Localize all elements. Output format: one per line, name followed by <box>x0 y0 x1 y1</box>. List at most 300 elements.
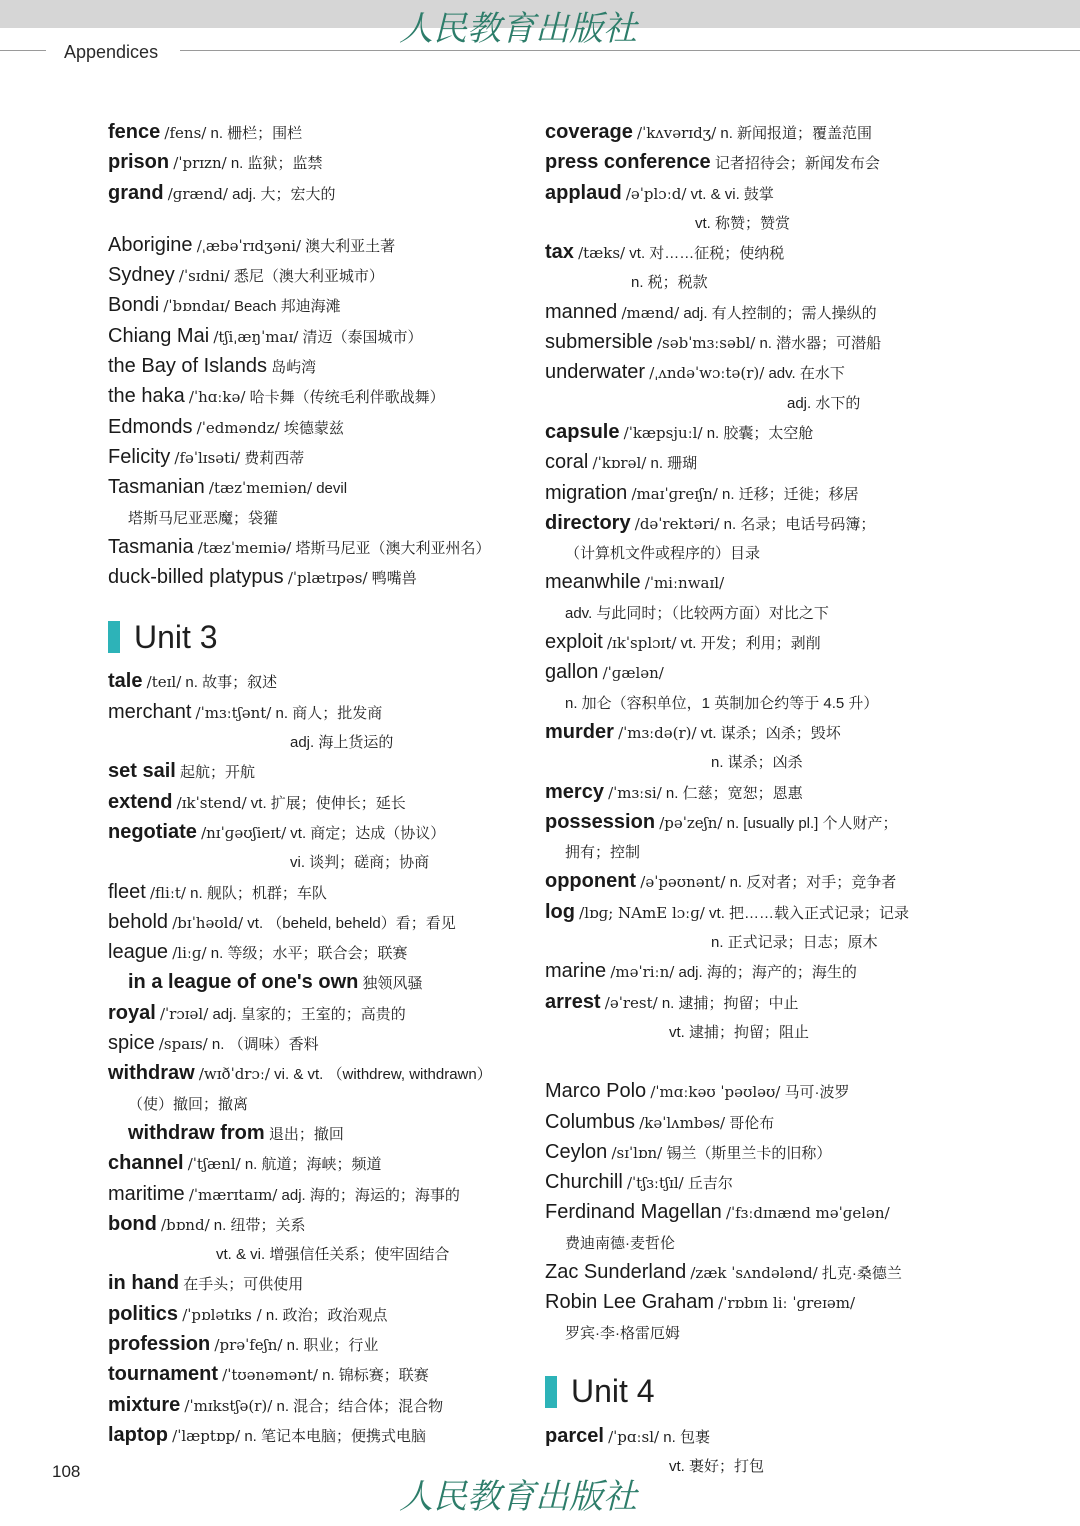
headword: Zac Sunderland <box>545 1260 687 1283</box>
headword: grand <box>108 181 164 204</box>
phonetic: /prəˈfeʃn/ <box>214 1335 283 1354</box>
definition: 独领风骚 <box>362 975 423 993</box>
definition: n. 等级；水平；联合会；联赛 <box>210 945 408 963</box>
headword: parcel <box>545 1424 604 1447</box>
definition: n. 商人；批发商 <box>275 704 383 722</box>
headword: set sail <box>108 760 176 783</box>
phonetic: /ˈtʃænl/ <box>187 1155 241 1174</box>
definition: adj. 皇家的；王室的；高贵的 <box>212 1005 406 1023</box>
phonetic: /dəˈrektəri/ <box>634 514 720 533</box>
glossary-entry <box>545 808 985 838</box>
phonetic: /ˈmɑːkəʊ ˈpəʊləʊ/ <box>650 1083 781 1102</box>
definition: vt. & vi. 鼓掌 <box>690 185 774 203</box>
definition: vt. 逮捕；拘留；阻止 <box>669 1023 810 1041</box>
definition: vt. 开发；利用；剥削 <box>680 635 821 653</box>
headword: behold <box>108 910 169 933</box>
definition: 退出；撤回 <box>268 1125 344 1143</box>
glossary-entry <box>545 209 985 238</box>
glossary-entry <box>545 778 985 808</box>
glossary-entry <box>545 1422 985 1452</box>
phonetic: /ˈmɪkstʃə(r)/ <box>184 1396 273 1415</box>
definition: n. 珊瑚 <box>650 455 698 473</box>
glossary-entry <box>545 1229 985 1258</box>
definition: n. 故事；叙述 <box>185 674 278 692</box>
glossary-entry <box>545 1108 985 1138</box>
unit-title-text: Unit 3 <box>134 618 218 655</box>
headword: press conference <box>545 151 711 174</box>
phonetic: /ˈmɜːsi/ <box>608 783 662 802</box>
headword: Edmonds <box>108 415 193 438</box>
glossary-entry <box>545 179 985 209</box>
phonetic: /səbˈmɜːsəbl/ <box>657 334 756 353</box>
definition: n. 加仑（容积单位，1 英制加仑约等于 4.5 升） <box>565 694 879 712</box>
definition: adj. 海的；海产的；海生的 <box>678 964 857 982</box>
definition: 鸭嘴兽 <box>371 570 417 588</box>
headword: Felicity <box>108 445 171 468</box>
definition: 岛屿湾 <box>271 359 317 377</box>
headword: profession <box>108 1332 211 1355</box>
definition: 在手头；可供使用 <box>183 1276 304 1294</box>
phonetic: /ɡrænd/ <box>167 184 228 203</box>
glossary-entry <box>108 413 528 443</box>
definition: 马可·波罗 <box>784 1084 850 1102</box>
definition: n. 迁移；迁徙；移居 <box>721 485 859 503</box>
definition: 费莉西蒂 <box>244 449 305 467</box>
definition: n. 笔记本电脑；便携式电脑 <box>244 1427 426 1445</box>
definition: n. 监狱；监禁 <box>230 155 323 173</box>
glossary-entry <box>545 1288 985 1318</box>
glossary-entry <box>108 938 528 968</box>
unit-marker-bar <box>545 1376 557 1408</box>
phonetic: /ɪkˈsplɔɪt/ <box>606 634 677 653</box>
publisher-logo-top <box>395 4 695 50</box>
glossary-entry <box>108 1210 528 1240</box>
phonetic: /zæk ˈsʌndələnd/ <box>690 1263 818 1282</box>
glossary-entry <box>545 298 985 328</box>
glossary-entry <box>108 352 528 382</box>
glossary-entry <box>108 382 528 412</box>
headword: prison <box>108 151 170 174</box>
unit-title-text: Unit 4 <box>571 1373 655 1410</box>
glossary-entry <box>108 1300 528 1330</box>
headword: spice <box>108 1032 155 1055</box>
headword: mercy <box>545 780 604 803</box>
definition: 埃德蒙兹 <box>283 419 344 437</box>
headword: submersible <box>545 331 653 354</box>
phonetic: /nɪˈɡəʊʃieɪt/ <box>201 823 287 842</box>
glossary-entry <box>108 179 528 209</box>
glossary-entry <box>108 1269 528 1299</box>
glossary-entry <box>545 268 985 297</box>
glossary-entry <box>545 328 985 358</box>
glossary-entry <box>108 1360 528 1390</box>
glossary-entry <box>108 878 528 908</box>
phonetic: /teɪl/ <box>146 673 182 692</box>
glossary-entry <box>545 539 985 568</box>
definition: 塔斯马尼亚（澳大利亚州名） <box>295 539 491 557</box>
phonetic: /wɪðˈdrɔː/ <box>198 1065 270 1084</box>
glossary-entry <box>108 1180 528 1210</box>
definition: 费迪南德·麦哲伦 <box>565 1234 675 1252</box>
definition: 记者招待会；新闻发布会 <box>714 155 880 173</box>
headword: tax <box>545 241 574 264</box>
definition: 扎克·桑德兰 <box>821 1264 902 1282</box>
definition: n. 逮捕；拘留；中止 <box>661 994 799 1012</box>
glossary-entry <box>545 1198 985 1228</box>
headword: possession <box>545 810 656 833</box>
definition: 悉尼（澳大利亚城市） <box>233 268 384 286</box>
glossary-entry <box>545 479 985 509</box>
headword: channel <box>108 1152 184 1175</box>
headword: the haka <box>108 385 185 408</box>
phonetic: /əˈrest/ <box>604 993 658 1012</box>
phonetic: /əˈpəʊnənt/ <box>640 873 726 892</box>
phonetic: /ˈbɒndaɪ/ <box>163 297 230 316</box>
headword: Ceylon <box>545 1140 608 1163</box>
phonetic: /ˈmærɪtaɪm/ <box>188 1185 278 1204</box>
definition: vt. 对……征税；使纳税 <box>629 245 785 263</box>
definition: vi. & vt. （withdrew, withdrawn） <box>274 1066 492 1084</box>
unit-heading <box>108 615 528 659</box>
glossary-entry <box>108 1330 528 1360</box>
definition: vt. & vi. 增强信任关系；使牢固结合 <box>216 1246 450 1264</box>
headword: Tasmania <box>108 535 194 558</box>
glossary-entry <box>108 757 528 787</box>
headword: withdraw from <box>128 1121 265 1144</box>
headword: the Bay of Islands <box>108 355 267 378</box>
glossary-entry <box>108 1240 528 1269</box>
headword: arrest <box>545 990 601 1013</box>
phonetic: /bɪˈhəʊld/ <box>172 913 244 932</box>
phonetic: /ˈmiːnwaɪl/ <box>644 574 725 593</box>
phonetic: /tʃiˌæŋˈmaɪ/ <box>213 327 299 346</box>
phonetic: /ˈkɒrəl/ <box>592 454 647 473</box>
phonetic: /sɪˈlɒn/ <box>611 1143 663 1162</box>
glossary-entry <box>108 118 528 148</box>
headword: migration <box>545 481 628 504</box>
headword: Robin Lee Graham <box>545 1291 714 1314</box>
definition: 锡兰（斯里兰卡的旧称） <box>666 1144 832 1162</box>
glossary-entry <box>545 1138 985 1168</box>
definition: 罗宾·李·格雷厄姆 <box>565 1324 680 1342</box>
definition: 哥伦布 <box>729 1114 775 1132</box>
phonetic: /ˈtʊənəmənt/ <box>222 1366 318 1385</box>
headword: politics <box>108 1302 179 1325</box>
section-label: Appendices <box>64 42 164 63</box>
glossary-entry <box>108 322 528 352</box>
headword: capsule <box>545 420 620 443</box>
glossary-entry <box>545 838 985 867</box>
definition: n. 航道；海峡；频道 <box>244 1156 382 1174</box>
glossary-entry <box>108 728 528 757</box>
phonetic: /məˈriːn/ <box>610 963 675 982</box>
glossary-entry <box>108 1029 528 1059</box>
glossary-entry <box>545 1168 985 1198</box>
glossary-entry <box>545 358 985 388</box>
definition: adj. 海上货运的 <box>290 734 394 752</box>
definition: vt. 商定；达成（协议） <box>290 824 446 842</box>
phonetic: /tæzˈmeɪniə/ <box>197 538 292 557</box>
definition: n. [usually pl.] 个人财产； <box>726 814 898 832</box>
definition: n. 反对者；对手；竞争者 <box>729 874 897 892</box>
glossary-entry <box>545 599 985 628</box>
publisher-text-top: 人民教育出版社 <box>399 9 637 49</box>
headword: meanwhile <box>545 571 641 594</box>
glossary-entry <box>108 908 528 938</box>
phonetic: /maɪˈɡreɪʃn/ <box>631 484 718 503</box>
glossary-entry <box>108 999 528 1029</box>
definition: n. 政治；政治观点 <box>265 1306 388 1324</box>
phonetic: /ˈɡælən/ <box>602 664 664 683</box>
definition: 澳大利亚土著 <box>305 237 396 255</box>
glossary-entry <box>545 748 985 777</box>
headword: underwater <box>545 361 646 384</box>
headword: Marco Polo <box>545 1080 647 1103</box>
definition: adj. 大；宏大的 <box>232 185 336 203</box>
headword: opponent <box>545 870 637 893</box>
header-rule-left <box>0 50 46 51</box>
headword: log <box>545 900 575 923</box>
glossary-entry <box>545 718 985 748</box>
definition: 哈卡舞（传统毛利伴歌战舞） <box>249 389 445 407</box>
phonetic: /tæks/ <box>578 244 626 263</box>
glossary-entry <box>108 473 528 503</box>
glossary-entry <box>545 238 985 268</box>
glossary-entry <box>545 928 985 957</box>
phonetic: /ˌæbəˈrɪdʒəni/ <box>196 236 301 255</box>
headword: exploit <box>545 631 603 654</box>
headword: Churchill <box>545 1171 623 1194</box>
headword: tournament <box>108 1363 218 1386</box>
headword: Chiang Mai <box>108 324 210 347</box>
definition: n. 胶囊；太空舱 <box>706 424 814 442</box>
definition: n. 税；税款 <box>631 274 708 292</box>
phonetic: /ˌʌndəˈwɔːtə(r)/ <box>649 364 765 383</box>
glossary-entry <box>545 689 985 718</box>
glossary-entry <box>108 968 528 998</box>
glossary-entry <box>108 848 528 877</box>
glossary-entry <box>545 509 985 539</box>
definition: n. 栅栏；围栏 <box>210 125 303 142</box>
phonetic: /ˈpɒlətɪks / <box>182 1305 262 1324</box>
headword: directory <box>545 511 631 534</box>
definition: n. 舰队；机群；车队 <box>190 884 327 902</box>
left-column <box>108 118 528 1451</box>
definition: vt. 裹好；打包 <box>669 1458 765 1476</box>
phonetic: /ˈprɪzn/ <box>173 154 227 173</box>
glossary-entry <box>545 1319 985 1348</box>
headword: Ferdinand Magellan <box>545 1201 722 1224</box>
definition: vi. 谈判；磋商；协商 <box>290 854 430 872</box>
phonetic: /ˈtʃɜːtʃɪl/ <box>626 1174 684 1193</box>
phonetic: /fens/ <box>164 124 207 142</box>
phonetic: /ˈmɜːtʃənt/ <box>195 703 272 722</box>
headword: withdraw <box>108 1062 195 1085</box>
glossary-entry <box>108 533 528 563</box>
glossary-entry <box>108 1421 528 1451</box>
unit-marker-bar <box>108 621 120 653</box>
phonetic: /fəˈlɪsəti/ <box>174 448 241 467</box>
definition: adj. 海的；海运的；海事的 <box>281 1186 460 1204</box>
glossary-entry <box>545 898 985 928</box>
glossary-entry <box>545 568 985 598</box>
phonetic: /ˈhɑːkə/ <box>188 388 246 407</box>
glossary-entry <box>545 628 985 658</box>
definition: n. 仁慈；宽恕；恩惠 <box>665 784 803 802</box>
glossary-entry <box>545 988 985 1018</box>
definition: adv. 与此同时；（比较两方面）对比之下 <box>565 604 829 622</box>
definition: n. 新闻报道；覆盖范围 <box>720 125 873 142</box>
glossary-entry <box>108 148 528 178</box>
glossary-entry <box>108 788 528 818</box>
definition: 塔斯马尼亚恶魔；袋獾 <box>128 509 279 527</box>
headword: royal <box>108 1001 156 1024</box>
glossary-entry <box>545 148 985 178</box>
definition: n. 职业；行业 <box>286 1336 379 1354</box>
headword: extend <box>108 790 173 813</box>
phonetic: /ˈsɪdni/ <box>178 267 230 286</box>
header-rule-right <box>180 50 1080 51</box>
phonetic: /ˈpɑːsl/ <box>608 1427 660 1446</box>
phonetic: /əˈplɔːd/ <box>625 184 687 203</box>
publisher-logo-bottom <box>395 1472 695 1518</box>
headword: manned <box>545 300 618 323</box>
glossary-entry <box>545 389 985 418</box>
headword: in a league of one's own <box>128 971 359 994</box>
glossary-entry <box>108 563 528 593</box>
definition: Beach 邦迪海滩 <box>233 298 341 316</box>
definition: n. （调味）香料 <box>211 1036 319 1054</box>
glossary-entry <box>108 1149 528 1179</box>
phonetic: /kəˈlʌmbəs/ <box>639 1113 726 1132</box>
glossary-entry <box>545 1018 985 1047</box>
glossary-entry <box>545 658 985 688</box>
phonetic: /ˈkʌvərɪdʒ/ <box>637 124 717 142</box>
headword: tale <box>108 670 143 693</box>
definition: n. 混合；结合体；混合物 <box>276 1397 444 1415</box>
phonetic: /ˈkæpsjuːl/ <box>623 423 703 442</box>
definition: vt. 称赞；赞赏 <box>695 214 791 232</box>
definition: adj. 水下的 <box>787 394 861 412</box>
definition: n. 包裹 <box>663 1428 710 1446</box>
glossary-entry <box>545 118 985 148</box>
glossary-entry <box>108 698 528 728</box>
definition: （使）撤回；撤离 <box>128 1095 249 1113</box>
headword: in hand <box>108 1272 180 1295</box>
headword: Bondi <box>108 294 160 317</box>
definition: adv. 在水下 <box>768 365 845 383</box>
definition: vt. （beheld, beheld）看；看见 <box>247 914 456 932</box>
glossary-entry <box>108 818 528 848</box>
definition: n. 纽带；关系 <box>213 1216 306 1234</box>
headword: Sydney <box>108 264 175 287</box>
phonetic: /ˈedməndz/ <box>196 418 280 437</box>
headword: negotiate <box>108 820 197 843</box>
headword: laptop <box>108 1423 168 1446</box>
unit-heading <box>545 1370 985 1414</box>
phonetic: /tæzˈmeɪniən/ <box>208 479 313 498</box>
definition: n. 名录；电话号码簿； <box>723 515 876 533</box>
definition: （计算机文件或程序的）目录 <box>565 545 761 563</box>
phonetic: /pəˈzeʃn/ <box>659 813 723 832</box>
phonetic: /spaɪs/ <box>158 1035 208 1054</box>
glossary-entry <box>108 1090 528 1119</box>
glossary-entry <box>108 231 528 261</box>
definition: 清迈（泰国城市） <box>302 328 423 346</box>
page-number: 108 <box>52 1462 81 1481</box>
phonetic: /ˈplætɪpəs/ <box>287 569 368 588</box>
headword: maritime <box>108 1182 185 1205</box>
headword: bond <box>108 1212 157 1235</box>
glossary-entry <box>545 418 985 448</box>
publisher-text-bottom: 人民教育出版社 <box>399 1477 637 1517</box>
glossary-entry <box>108 1059 528 1089</box>
headword: Aborigine <box>108 233 193 256</box>
headword: fence <box>108 121 161 143</box>
glossary-entry <box>545 1258 985 1288</box>
headword: coral <box>545 451 589 474</box>
definition: 丘吉尔 <box>687 1175 733 1193</box>
phonetic: /ˈlæptɒp/ <box>172 1426 241 1445</box>
headword: mixture <box>108 1393 181 1416</box>
definition: devil <box>316 480 348 498</box>
glossary-entry <box>108 261 528 291</box>
glossary-entry <box>545 1077 985 1107</box>
headword: Columbus <box>545 1110 636 1133</box>
phonetic: /liːɡ/ <box>172 944 207 963</box>
glossary-entry <box>108 504 528 533</box>
glossary-entry <box>108 667 528 697</box>
phonetic: /ˈrɒbɪn liː ˈɡreɪəm/ <box>718 1294 856 1313</box>
definition: vt. 谋杀；凶杀；毁坏 <box>700 724 841 742</box>
phonetic: /mænd/ <box>621 303 680 322</box>
phonetic: /lɒɡ; NAmE lɔːɡ/ <box>579 903 705 922</box>
phonetic: /ˈfɜːdɪnænd məˈɡelən/ <box>725 1204 890 1223</box>
headword: applaud <box>545 181 622 204</box>
headword: coverage <box>545 121 633 143</box>
headword: merchant <box>108 700 192 723</box>
right-column <box>545 118 985 1481</box>
glossary-entry <box>545 957 985 987</box>
phonetic: /fliːt/ <box>149 883 186 902</box>
glossary-entry <box>108 1119 528 1149</box>
definition: 拥有；控制 <box>565 844 641 862</box>
definition: n. 谋杀；凶杀 <box>711 754 803 772</box>
phonetic: /ɪkˈstend/ <box>176 793 247 812</box>
definition: vt. 扩展；使伸长；延长 <box>250 794 406 812</box>
glossary-entry <box>108 1391 528 1421</box>
glossary-entry <box>545 867 985 897</box>
headword: duck-billed platypus <box>108 566 284 589</box>
definition: 起航；开航 <box>180 764 256 782</box>
glossary-entry <box>108 443 528 473</box>
definition: n. 锦标赛；联赛 <box>322 1367 429 1385</box>
definition: vt. 把……载入正式记录；记录 <box>709 904 910 922</box>
definition: adj. 有人控制的；需人操纵的 <box>683 304 877 322</box>
phonetic: /ˈmɜːdə(r)/ <box>618 723 697 742</box>
phonetic: /bɒnd/ <box>161 1215 210 1234</box>
glossary-entry <box>545 448 985 478</box>
definition: n. 正式记录；日志；原木 <box>711 934 878 952</box>
definition: n. 潜水器；可潜船 <box>759 335 882 353</box>
phonetic: /ˈrɔɪəl/ <box>159 1004 209 1023</box>
headword: gallon <box>545 661 599 684</box>
glossary-entry <box>108 291 528 321</box>
headword: Tasmanian <box>108 476 205 499</box>
headword: league <box>108 941 169 964</box>
headword: murder <box>545 720 614 743</box>
headword: fleet <box>108 880 146 903</box>
